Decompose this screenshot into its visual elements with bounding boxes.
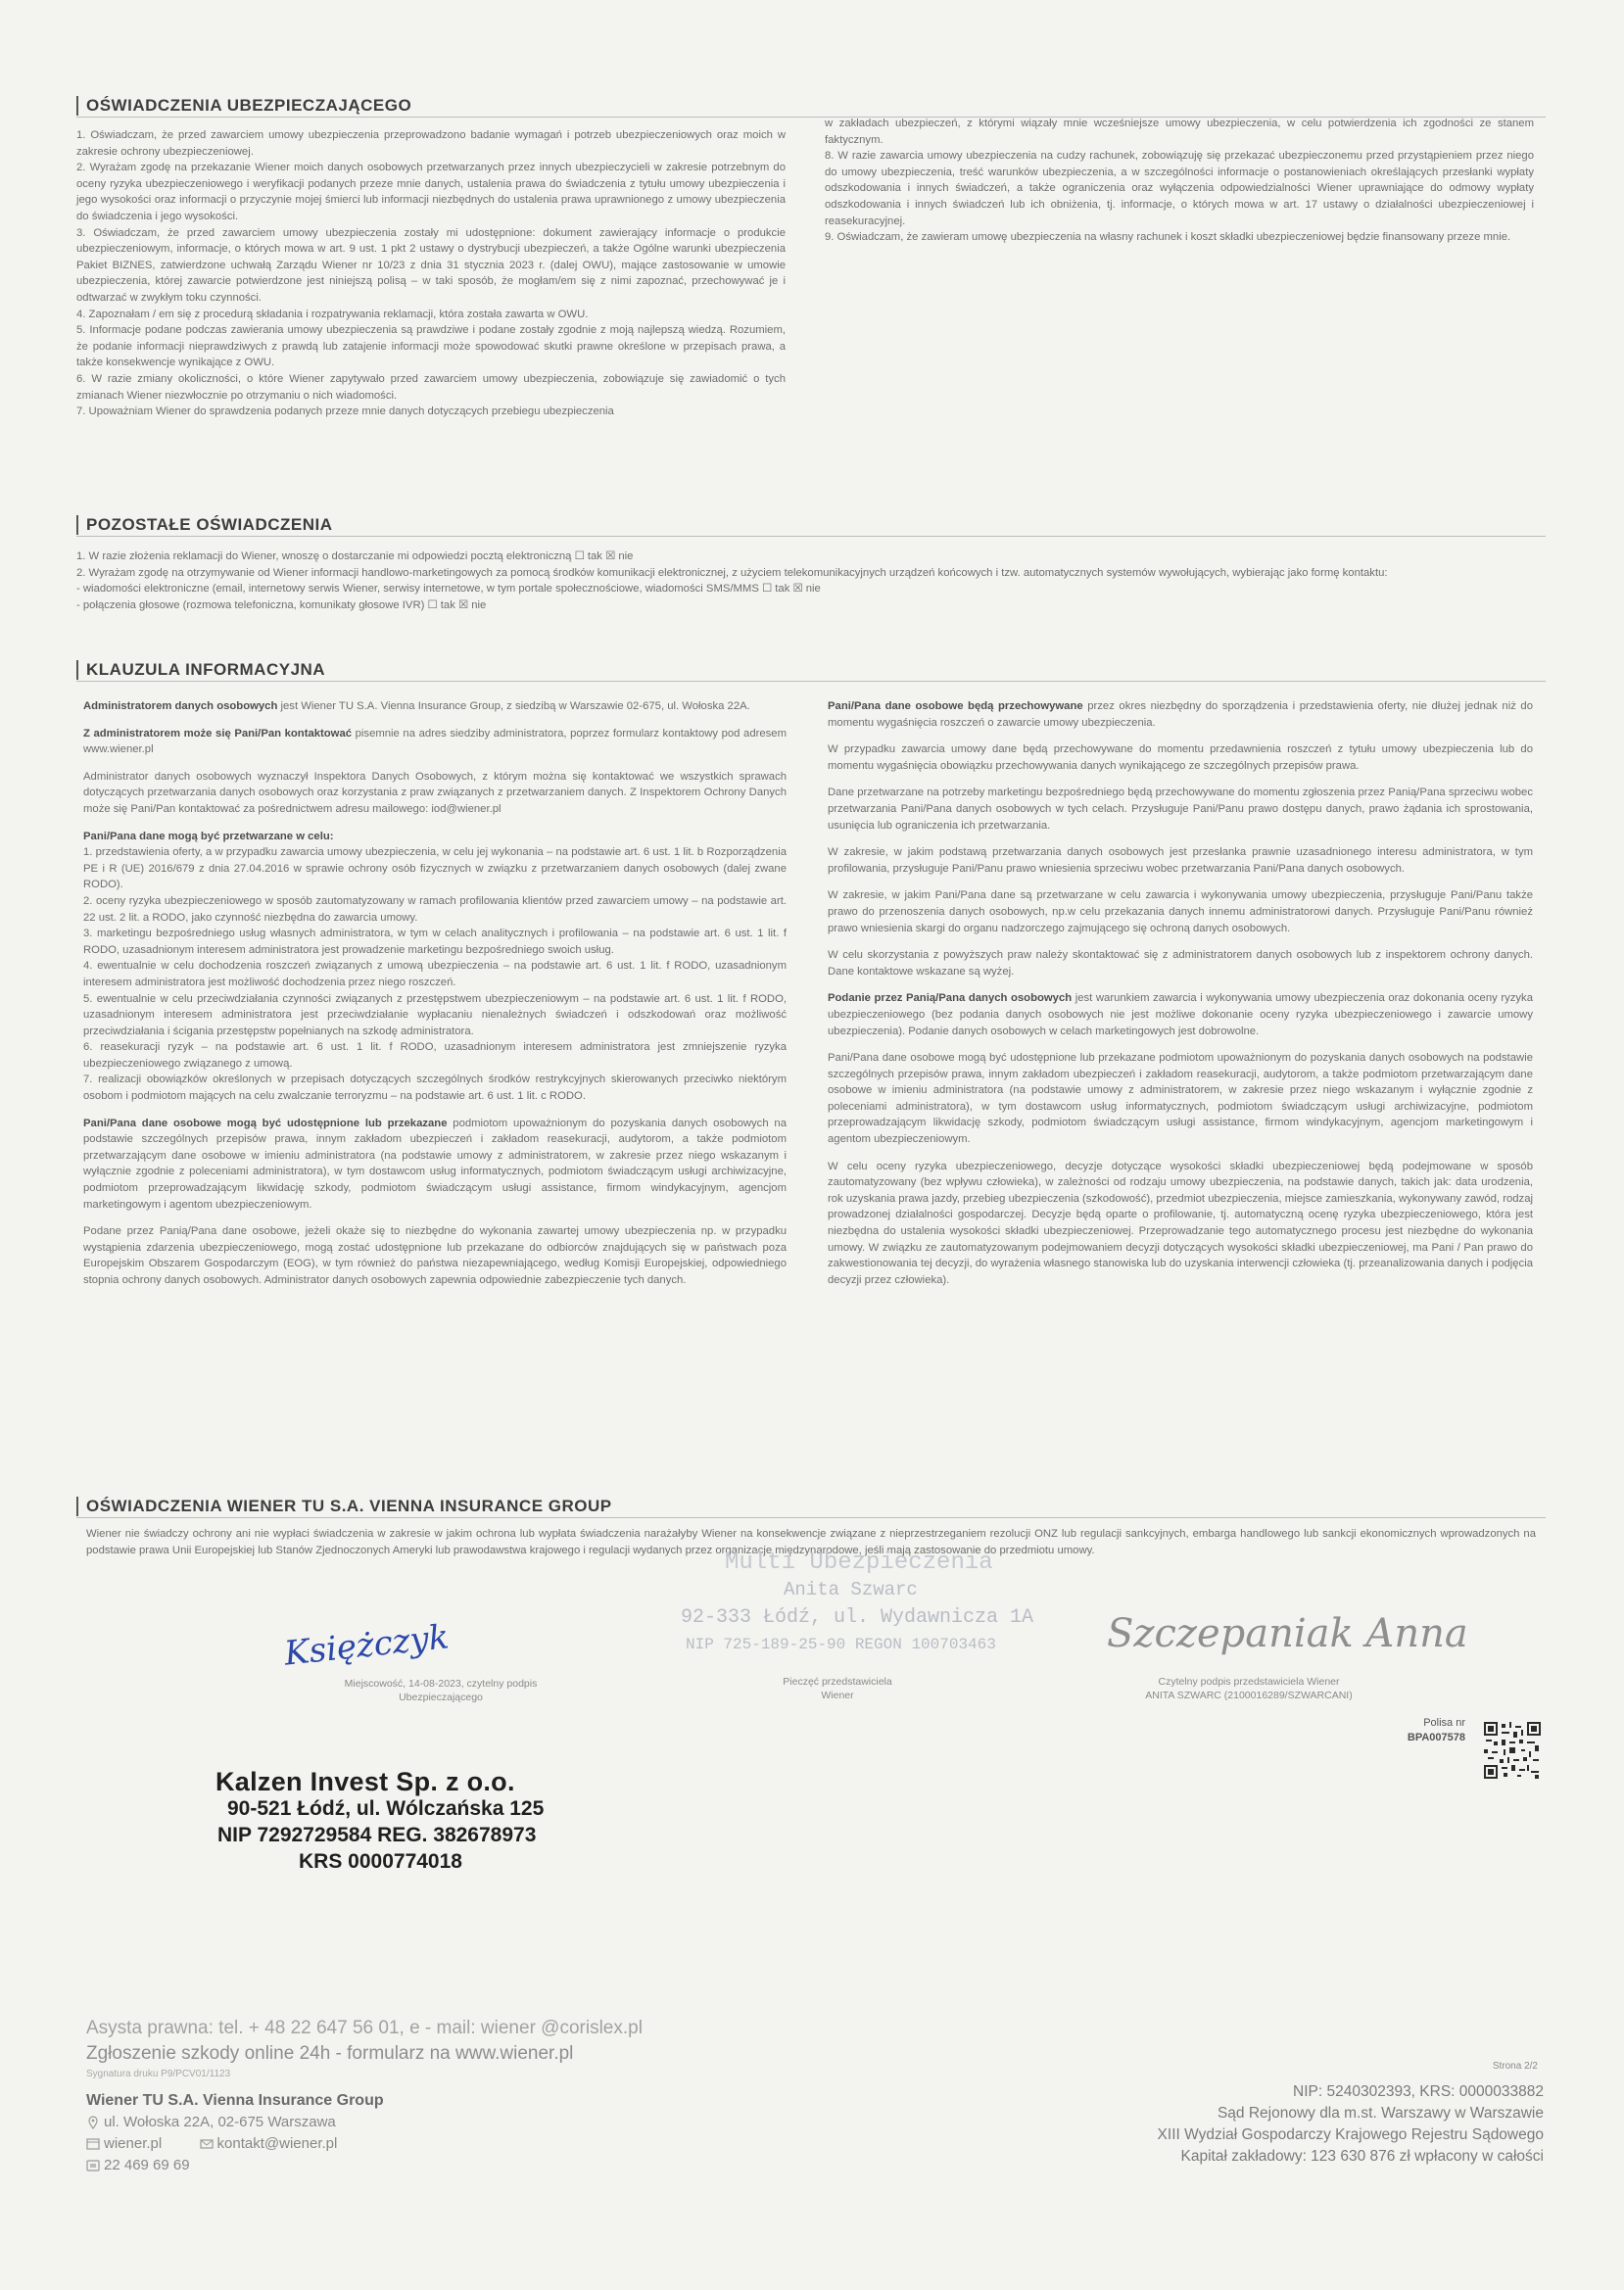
wiener-statement: Wiener nie świadczy ochrony ani nie wypłaci świadczenia w zakresie w jakim ochrona lub wypłata świadczenia narażałyby Wiener na konsekwencje związane z nieprzestrzeganiem rezolucji ONZ lub regulacji sankcyjnych, embarga handlowego lub sankcji ekonomicznych wprowadzonych na podstawie prawa Unii Europejskiej lub Stanów Zjednoczonych Ameryki lub prawodawstwa krajowego i regulacji wydanych przez organizacje międzynarodowe, jeśli mają zastosowanie do przedmiotu umowy. [86,1528,1536,1556]
section-divider [76,536,1546,537]
ubezpieczajacy-left-column [76,127,786,420]
mail-icon [200,2137,214,2151]
consent-item: - wiadomości elektroniczne (email, internetowy serwis Wiener, serwisy internetowe, w tym portale społecznościowe, wiadomości SMS/MMS ☐ tak ☒ nie [76,583,821,596]
insured-signature: Księżczyk [282,1617,452,1674]
section-divider [76,1517,1546,1518]
company-stamp: Kalzen Invest Sp. z o.o. 90-521 Łódź, ul. Wólczańska 125 NIP 7292729584 REG. 382678973 KRS 0000774018 [215,1767,545,1873]
claims-online: Zgłoszenie szkody online 24h - formularz na www.wiener.pl [86,2043,574,2064]
clause-paragraph [83,1039,787,1072]
clause-paragraph [828,785,1533,834]
statement-item: w zakładach ubezpieczeń, z którymi wiązały mnie wcześniejsze umowy ubezpieczenia, w celu potwierdzenia ich zgodności ze stanem faktycznym. [825,118,1534,146]
consent-item: 2. Wyrażam zgodę na otrzymywanie od Wiener informacji handlowo-marketingowych za pomocą środków komunikacji elektronicznej, z użyciem telekomunikacyjnych urządzeń końcowych i tzw. automatycznych systemów wywołujących, wybierając jako formę kontaktu: [76,566,1388,579]
location-pin-icon [86,2116,100,2129]
section-title-ubezpieczajacy: OŚWIADCZENIA UBEZPIECZAJĄCEGO [76,96,411,116]
clause-paragraph [83,1223,787,1288]
clause-text: 3. marketingu bezpośredniego usług własnych administratora, w tym w celach analitycznych i profilowania – na podstawie art. 6 ust. 1 lit. f RODO, uzasadnionym interesem administratora jest prowadzenie marketingu bezpośredniego swoich usług. [83,928,787,956]
clause-paragraph [828,1159,1533,1289]
clause-text: 5. ewentualnie w celu przeciwdziałania czynności związanych z przestępstwem ubezpieczeniowym – na podstawie art. 6 ust. 1 lit. f RODO, uzasadnionym interesem administratora jest przeciwdziałanie wypłacaniu nienależnych świadczeń i odszkodowań oraz możliwość przeciwdziałania i ścigania przestępstw popełnianych na szkodę administratora. [83,992,787,1037]
web-icon [86,2137,100,2151]
agent-signature: Szczepaniak Anna [1107,1611,1468,1656]
clause-text: W celu oceny ryzyka ubezpieczeniowego, decyzje dotyczące wysokości składki ubezpieczeniowej będą podejmowane w sposób zautomatyzowany (bez wpływu człowieka), w zależności od rodzaju umowy ubezpieczenia, na podstawie danych, takich jak: data urodzenia, rok uzyskania prawa jazdy, przebieg ubezpieczenia (szkodowość), przedmiot ubezpieczenia, miejsce zamieszkania, wykonywany zawód, rodzaj prowadzonej działalności gospodarczej. Decyzje będą oparte o profilowanie, tj. automatyczną ocenę ryzyka ubezpieczeniowego, która jest niezbędna do ustalenia wysokości składki ubezpieczeniowej. Przeprowadzanie tego automatycznego procesu jest niezbędne do wykonania umowy. W związku ze zautomatyzowanym podejmowaniem decyzji dotyczących wysokości składki ubezpieczeniowej, ma Pani / Pan prawo do zakwestionowania tej decyzji, do wyrażenia własnego stanowiska lub do uzyskania interwencji człowieka (tj. przeanalizowania danych i podjęcia decyzji przez człowieka). [828,1160,1533,1286]
clause-text: Pani/Pana dane osobowe mogą być udostępnione lub przekazane podmiotom upoważnionym do pozyskania danych osobowych na podstawie szczególnych przepisów prawa, innym zakładom ubezpieczeń i zakładom reasekuracji, audytorom, a także podmiotom przetwarzającym dane osobowe w imieniu administratora (na podstawie umowy z administratorem, w zakresie przez niego wskazanym i wyłącznie zgodnie z poleceniami administratora), w tym dostawcom usług informatycznych, podmiotom świadczącym usługi archiwizacyjne, podmiotom przeprowadzającym likwidację szkody, podmiotom świadczącym usługi assistance, firmom windykacyjnym, agencjom marketingowym i agentom ubezpieczeniowym. [828,1052,1533,1146]
clause-paragraph [83,926,787,958]
page-number: Strona 2/2 [1492,2061,1538,2072]
clause-paragraph [828,947,1533,979]
statement-item: 8. W razie zawarcia umowy ubezpieczenia na cudzy rachunek, zobowiązuję się przekazać ubezpieczonemu przed przystąpieniem przez niego do umowy ubezpieczenia, treść warunków ubezpieczenia, a w szczególności informacje o postanowieniach określających przesłanki wypłaty odszkodowania i innych świadczeń, a także ograniczenia oraz wyłączenia odpowiedzialności Wiener uprawniające do odmowy wypłaty odszkodowania i innych świadczeń lub ich obniżenia, tj. informacje, o których mowa w art. 17 ustawy o działalności ubezpieczeniowej i reasekuracyjnej. [825,150,1534,227]
policy-page-2: OŚWIADCZENIA UBEZPIECZAJĄCEGO 1. Oświadczam, że przed zawarciem umowy ubezpieczenia przeprowadzono badanie wymagań i potrzeb ubezpieczeniowych oraz moich w zakresie ochrony ubezpieczeniowej. 2. Wyrażam zgodę na przekazanie Wiener moich danych osobowych przetwarzanych przez innych ubezpieczycieli w zakresie potrzebnym do oceny ryzyka ubezpieczeniowego i weryfikacji podanych przeze mnie danych, ustalenia prawa do świadczenia z tytułu umowy ubezpieczenia i jego wysokości oraz informacji o przyczynie mojej śmierci lub informacji niezbędnych do ustalenia prawa uprawnionego z umowy ubezpieczenia do świadczenia i jego wysokości. 3. Oświadczam, że przed zawarciem umowy ubezpieczenia zostały mi udostępnione: dokument zawierający informacje o produkcie ubezpieczeniowym, informacje, o których mowa w art. 9 ust. 1 pkt 2 ustawy o dystrybucji ubezpieczeń, a także Ogólne warunki ubezpieczenia Pakiet BIZNES, zatwierdzone uchwałą Zarządu Wiener nr 10/23 z dnia 31 stycznia 2023 r. (dalej OWU), mające zastosowanie w umowie ubezpieczenia, której zawarcie potwierdzone jest niniejszą polisą – w taki sposób, że mogłam/em się z nimi zapoznać, przechowywać je i odtwarzać w zwykłym toku czynności. 4. Zapoznałam / em się z procedurą składania i rozpatrywania reklamacji, która została zawarta w OWU. 5. Informacje podane podczas zawierania umowy ubezpieczenia są prawdziwe i podane zostały zgodnie z moją najlepszą wiedzą. Rozumiem, że podanie informacji nieprawdziwych z prawdą lub zatajenie informacji może spowodować skutki prawne określone w przepisach prawa, a także konsekwencje wynikające z OWU. 6. W razie zmiany okoliczności, o które Wiener zapytywało przed zawarciem umowy ubezpieczenia, zobowiązuje się zawiadomić o tych zmianach Wiener niezwłocznie po otrzymaniu o nich wiadomości. 7. Upoważniam Wiener do sprawdzenia podanych przeze mnie danych dotyczących przebiegu ubezpieczenia w zakładach ubezpieczeń, z którymi wiązały mnie wcześniejsze umowy ubezpieczenia, w celu potwierdzenia ich zgodności ze stanem faktycznym. 8. W razie zawarcia umowy ubezpieczenia na cudzy rachunek, zobowiązuję się przekazać ubezpieczonemu przed przystąpieniem przez niego do umowy ubezpieczenia, treść warunków ubezpieczenia, a w szczególności informacje o postanowieniach określających przesłanki wypłaty odszkodowania i innych świadczeń, a także ograniczenia oraz wyłączenia odpowiedzialności Wiener uprawniające do odmowy wypłaty odszkodowania i innych świadczeń lub ich obniżenia, tj. informacje, o których mowa w art. 17 ustawy o działalności ubezpieczeniowej i reasekuracyjnej. 9. Oświadczam, że zawieram umowę ubezpieczenia na własny rachunek i koszt składki ubezpieczeniowej będzie finansowany przeze mnie. POZOSTAŁE OŚWIADCZENIA 1. W razie złożenia reklamacji do Wiener, wnoszę o dostarczanie mi odpowiedzi pocztą elektroniczną ☐ tak ☒ nie 2. Wyrażam zgodę na otrzymywanie od Wiener informacji handlowo-marketingowych za pomocą środków komunikacji elektronicznej, z użyciem telekomunikacyjnych urządzeń końcowych i tzw. automatycznych systemów wywołujących, wybierając jako formę kontaktu: - wiadomości elektroniczne (email, internetowy serwis Wiener, serwisy internetowe, w tym portale społecznościowe, wiadomości SMS/MMS ☐ tak ☒ nie - połączenia głosowe (rozmowa telefoniczna, komunikaty głosowe IVR) ☐ tak ☒ nie KLAUZULA INFORMACYJNA Administratorem danych osobowych jest Wiener TU S.A. Vienna Insurance Group, z siedzibą w Warszawie 02-675, ul. Wołoska 22A. Z administratorem może się Pani/Pan kontaktować pisemnie na adres siedziby administratora, poprzez formularz kontaktowy pod adresem www.wiener.pl Administrator danych osobowych wyznaczył Inspektora Danych Osobowych, z którym można się kontaktować we wszystkich sprawach dotyczących przetwarzania danych osobowych oraz korzystania z praw związanych z przetwarzaniem danych. Z Inspektorem Ochrony Danych może się Pani/Pan kontaktować za pośrednictwem adresu mailowego: iod@wiener.pl Pani/Pana dane mogą być przetwarzane w celu: 1. przedstawienia oferty, a w przypadku zawarcia umowy ubezpieczenia, w celu jej wykonania – na podstawie art. 6 ust. 1 lit. b Rozporządzenia PE i R (UE) 2016/679 z dnia 27.04.2016 w sprawie ochrony osób fizycznych w związku z przetwarzaniem danych osobowych (dalej zwane RODO). 2. oceny ryzyka ubezpieczeniowego w sposób zautomatyzowany w ramach profilowania klientów przed zawarciem umowy – na podstawie art. 22 ust. 2 lit. a RODO, jako czynność niezbędna do zawarcia umowy. 3. marketingu bezpośredniego usług własnych administratora, w tym w celach analitycznych i profilowania – na podstawie art. 6 ust. 1 lit. f RODO, uzasadnionym interesem administratora jest prowadzenie marketingu bezpośredniego swoich usług. 4. ewentualnie w celu dochodzenia roszczeń związanych z umową ubezpieczenia – na podstawie art. 6 ust. 1 lit. f RODO, uzasadnionym interesem administratora jest możliwość dochodzenia przez niego roszczeń. 5. ewentualnie w celu przeciwdziałania czynności związanych z przestępstwem ubezpieczeniowym – na podstawie art. 6 ust. 1 lit. f RODO, uzasadnionym interesem administratora jest przeciwdziałanie wypłacaniu nienależnych świadczeń i odszkodowań oraz możliwość przeciwdziałania i ścigania przestępstw popełnianych na szkodę administratora. 6. reasekuracji ryzyk – na podstawie art. 6 ust. 1 lit. f RODO, uzasadnionym interesem administratora jest zmniejszenie ryzyka ubezpieczeniowego związanego z umową. 7. realizacji obowiązków określonych w przepisach dotyczących szczególnych środków restrykcyjnych skierowanych przeciwko niektórym osobom i podmiotom mających na celu zwalczanie terroryzmu – na podstawie art. 6 ust. 1 lit. c RODO. Pani/Pana dane osobowe mogą być udostępnione lub przekazane podmiotom upoważnionym do pozyskania danych osobowych na podstawie szczególnych przepisów prawa, innym zakładom ubezpieczeń i zakładom reasekuracji, audytorom, a także podmiotom przetwarzającym dane osobowe w imieniu administratora (na podstawie umowy z administratorem, w zakresie przez niego wskazanym i wyłącznie zgodnie z poleceniami administratora), w tym dostawcom usług informatycznych, podmiotom świadczącym usługi archiwizacyjne, podmiotom przeprowadzającym likwidację szkody, podmiotom świadczącym usługi assistance, firmom windykacyjnym, agencjom marketingowym i agentom ubezpieczeniowym. Podane przez Panią/Pana dane osobowe, jeżeli okaże się to niezbędne do wykonania zawartej umowy ubezpieczenia np. w przypadku wystąpienia zdarzenia ubezpieczeniowego, mogą zostać udostępnione lub przekazane do odbiorców znajdujących się w państwach poza Europejskim Obszarem Gospodarczym (EOG), w tym również do państwa niezapewniającego, według Komisji Europejskiej, odpowiedniego stopnia ochrony danych osobowych. Administrator danych osobowych zapewnia odpowiednie zabezpieczenie tych danych. Pani/Pana dane osobowe będą przechowywane przez okres niezbędny do sporządzenia i przedstawienia oferty, nie dłużej jednak niż do momentu wygaśnięcia roszczeń o zawarcie umowy ubezpieczenia. W przypadku zawarcia umowy dane będą przechowywane do momentu przedawnienia roszczeń z tytułu umowy ubezpieczenia lub do momentu wygaśnięcia obowiązku przechowywania danych wynikającego ze szczególnych przepisów prawa. Dane przetwarzane na potrzeby marketingu bezpośredniego będą przechowywane do momentu zgłoszenia przez Panią/Pana sprzeciwu wobec przetwarzania Pani/Pana danych osobowych w tych celach. Przysługuje Pani/Panu prawo dostępu danych, prawo żądania ich sprostowania, usunięcia lub ograniczenia ich przetwarzania. W zakresie, w jakim podstawą przetwarzania danych osobowych jest przesłanka prawnie uzasadnionego interesu administratora, w tym profilowania, przysługuje Pani/Panu prawo wniesienia sprzeciwu wobec przetwarzania Pani/Pana danych osobowych. W zakresie, w jakim Pani/Pana dane są przetwarzane w celu zawarcia i wykonywania umowy ubezpieczenia, przysługuje Pani/Panu także prawo do przenoszenia danych osobowych, np.w celu przekazania danych innemu administratorowi danych. Przysługuje Pani/Panu również prawo wniesienia skargi do organu nadzorczego zajmującego się ochroną danych osobowych. W celu skorzystania z powyższych praw należy skontaktować się z administratorem danych osobowych lub z inspektorem ochrony danych. Dane kontaktowe wskazane są wyżej. Podanie przez Panią/Pana danych osobowych jest warunkiem zawarcia i wykonywania umowy ubezpieczenia oraz dokonania oceny ryzyka ubezpieczeniowego (bez podania danych osobowych nie jest możliwe dokonanie oceny ryzyka ubezpieczeniowego i zawarcie umowy ubezpieczenia). Podanie danych osobowych w celach marketingowych jest dobrowolne. Pani/Pana dane osobowe mogą być udostępnione lub przekazane podmiotom upoważnionym do pozyskania danych osobowych na podstawie szczególnych przepisów prawa, innym zakładom ubezpieczeń i zakładom reasekuracji, audytorom, a także podmiotom przetwarzającym dane osobowe w imieniu administratora (na podstawie umowy z administratorem, w zakresie przez niego wskazanym i wyłącznie zgodnie z poleceniami administratora), w tym dostawcom usług informatycznych, podmiotom świadczącym usługi archiwizacyjne, podmiotom przeprowadzającym likwidację szkody, podmiotom świadczącym usługi assistance, firmom windykacyjnym, agencjom marketingowym i agentom ubezpieczeniowym. W celu oceny ryzyka ubezpieczeniowego, decyzje dotyczące wysokości składki ubezpieczeniowej będą podejmowane w sposób zautomatyzowany (bez wpływu człowieka), w zależności od rodzaju umowy ubezpieczenia, na podstawie danych, takich jak: data urodzenia, rok uzyskania prawa jazdy, przebieg ubezpieczenia (szkodowość), przedmiot ubezpieczenia, miejsce zamieszkania, wykonywany zawód, rodzaj prowadzonej działalności gospodarczej. Decyzje będą oparte o profilowanie, tj. automatyczną ocenę ryzyka ubezpieczeniowego, która jest niezbędna do ustalenia wysokości składki ubezpieczeniowej. Przeprowadzanie tego automatycznego procesu jest niezbędne do wykonania umowy. W związku ze zautomatyzowanym podejmowaniem decyzji dotyczących wysokości składki ubezpieczeniowej, ma Pani / Pan prawo do zakwestionowania tej decyzji, do wyrażenia własnego stanowiska lub do uzyskania interwencji człowieka (tj. przeanalizowania danych i podjęcia decyzji przez człowieka). OŚWIADCZENIA WIENER TU S.A. VIENNA INSURANCE GROUP Wiener nie świadczy ochrony ani nie wypłaci świadczenia w zakresie w jakim ochrona lub wypłata świadczenia narażałyby Wiener na konsekwencje związane z nieprzestrzeganiem rezolucji ONZ lub regulacji sankcyjnych, embarga handlowego lub sankcji ekonomicznych wprowadzonych na podstawie prawa Unii Europejskiej lub Stanów Zjednoczonych Ameryki lub prawodawstwa krajowego i regulacji wydanych przez organizacje międzynarodowe, jeśli mają zastosowanie do przedmiotu umowy. Księżczyk Miejscowość, 14-08-2023, czytelny podpis Ubezpieczającego Multi Ubezpieczenia Anita Szwarc 92-333 Łódź, ul. Wydawnicza 1A NIP 725-189-25-90 REGON 100703463 Pieczęć przedstawiciela Wiener Szczepaniak Anna Czytelny podpis przedstawiciela Wiener ANITA SZWARC (2100016289/SZWARCANI) Polisa nr BPA007578 Kalzen Invest Sp. z o.o. 90-521 Łódź, ul. Wólczańska 125 NIP 7292729584 REG. 382678973 KRS 0000774018 Asysta prawna: tel. + 48 22 647 56 01, e - mail: wiener @corislex.pl Zgłoszenie szkody online 24h - formularz na www.wiener.pl Sygnatura druku P9/PCV01/1123 Wiener TU S.A. Vienna Insurance Group ul. Wołoska 22A, 02-675 Warszawa wiener.pl kontakt@wiener.pl 22 469 69 69 Strona 2/2 NIP: 5240302393, KRS: 0000033882 Sąd Rejonowy dla m.st. Warszawy w Warszawie XIII Wydział Gospodarczy Krajowego Rejestru Sądowego Kapitał zakładowy: 123 630 876 zł wpłacony w całości [0,0,1624,2290]
section-title-wiener: OŚWIADCZENIA WIENER TU S.A. VIENNA INSURANCE GROUP [76,1497,612,1516]
footer-mail-link[interactable]: kontakt@wiener.pl [216,2135,338,2152]
clause-text: pisemnie na adres siedziby administratora, poprzez formularz kontaktowy pod adresem www.wiener.pl [83,727,787,756]
statement-item: 5. Informacje podane podczas zawierania umowy ubezpieczenia są prawdziwe i podane zostały zgodnie z moją najlepszą wiedzą. Rozumiem, że podanie informacji nieprawdziwych z prawdą lub zatajenie informacji może spowodować skutki prawne określone w przepisach prawa, a także konsekwencje wynikające z OWU. [76,324,786,369]
clause-lead: Podanie przez Panią/Pana danych osobowych [828,992,1073,1005]
pozostale-list [76,549,1536,613]
clause-text: W przypadku zawarcia umowy dane będą przechowywane do momentu przedawnienia roszczeń z tytułu umowy ubezpieczenia lub do momentu wygaśnięcia obowiązku przechowywania danych wynikającego ze szczególnych przepisów prawa. [828,743,1533,772]
phone-icon [86,2159,100,2172]
clause-text: Administrator danych osobowych wyznaczył Inspektora Danych Osobowych, z którym można się kontaktować we wszystkich sprawach dotyczących przetwarzania danych osobowych oraz korzystania z praw związanych z przetwarzaniem danych. Z Inspektorem Ochrony Danych może się Pani/Pan kontaktować za pośrednictwem adresu mailowego: iod@wiener.pl [83,770,787,815]
clause-text: 1. przedstawienia oferty, a w przypadku zawarcia umowy ubezpieczenia, w celu jej wykonania – na podstawie art. 6 ust. 1 lit. b Rozporządzenia PE i R (UE) 2016/679 z dnia 27.04.2016 w sprawie ochrony osób fizycznych w związku z przetwarzaniem danych osobowych (dalej zwane RODO). [83,846,787,891]
statement-item: 1. Oświadczam, że przed zawarciem umowy ubezpieczenia przeprowadzono badanie wymagań i potrzeb ubezpieczeniowych oraz moich w zakresie ochrony ubezpieczeniowej. [76,129,786,158]
clause-text: podmiotom upoważnionym do pozyskania danych osobowych na podstawie szczególnych przepisów prawa, innym zakładom ubezpieczeń i zakładom reasekuracji, audytorom, a także podmiotom przetwarzającym dane osobowe w imieniu administratora (na podstawie umowy z administratorem, w zakresie przez niego wskazanym i wyłącznie zgodnie z poleceniami administratora), w tym dostawcom usług informatycznych, podmiotom świadczącym usługi archiwizacyjne, podmiotom przeprowadzającym likwidację szkody, podmiotom świadczącym usługi assistance, firmom windykacyjnym, agencjom marketingowym i agentom ubezpieczeniowym. [83,1117,787,1211]
clause-paragraph [83,893,787,926]
clause-lead: Pani/Pana dane osobowe mogą być udostępnione lub przekazane [83,1117,448,1129]
clause-paragraph [83,958,787,990]
caption-agent-signature: Czytelny podpis przedstawiciela Wiener ANITA SZWARC (2100016289/SZWARCANI) [1145,1676,1353,1701]
clause-text: jest Wiener TU S.A. Vienna Insurance Group, z siedzibą w Warszawie 02-675, ul. Wołoska 22A. [277,700,750,712]
qr-code-icon [1484,1722,1541,1779]
footer-phone: 22 469 69 69 [86,2155,643,2176]
statement-item: 9. Oświadczam, że zawieram umowę ubezpieczenia na własny rachunek i koszt składki ubezpieczeniowej będzie finansowany przeze mnie. [825,231,1511,244]
clause-paragraph [83,829,787,845]
consent-item: 1. W razie złożenia reklamacji do Wiener, wnoszę o dostarczanie mi odpowiedzi pocztą elektroniczną ☐ tak ☒ nie [76,550,634,562]
footer-web-link[interactable]: wiener.pl [104,2135,163,2152]
legal-assistance: Asysta prawna: tel. + 48 22 647 56 01, e - mail: wiener @corislex.pl [86,2018,643,2038]
statement-item: 4. Zapoznałam / em się z procedurą składania i rozpatrywania reklamacji, która została zawarta w OWU. [76,308,589,320]
statement-item: 7. Upoważniam Wiener do sprawdzenia podanych przeze mnie danych dotyczących przebiegu ubezpieczenia [76,406,614,418]
clause-paragraph [828,887,1533,936]
form-signature: Sygnatura druku P9/PCV01/1123 [86,2069,231,2079]
footer-address: ul. Wołoska 22A, 02-675 Warszawa [86,2112,643,2133]
policy-number: Polisa nr BPA007578 [1407,1717,1465,1743]
caption-agent-stamp: Pieczęć przedstawiciela Wiener [783,1676,892,1701]
clause-lead: Administratorem danych osobowych [83,700,278,712]
clause-paragraph [828,990,1533,1039]
footer-left [86,2016,643,2176]
section-divider [76,681,1546,682]
statement-item: 3. Oświadczam, że przed zawarciem umowy ubezpieczenia zostały mi udostępnione: dokument zawierający informacje o produkcie ubezpieczeniowym, informacje, o których mowa w art. 9 ust. 1 pkt 2 ustawy o dystrybucji ubezpieczeń, a także Ogólne warunki ubezpieczenia Pakiet BIZNES, zatwierdzone uchwałą Zarządu Wiener nr 10/23 z dnia 31 stycznia 2023 r. (dalej OWU), mające zastosowanie w umowie ubezpieczenia, której zawarcie potwierdzone jest niniejszą polisą – w taki sposób, że mogłam/em się z nimi zapoznać, przechowywać je i odtwarzać w zwykłym toku czynności. [76,226,786,304]
clause-paragraph [83,698,787,715]
clause-paragraph [83,844,787,893]
clause-paragraph [83,991,787,1040]
section-title-klauzula: KLAUZULA INFORMACYJNA [76,660,325,680]
caption-insured: Miejscowość, 14-08-2023, czytelny podpis Ubezpieczającego [344,1678,538,1703]
clause-text: jest warunkiem zawarcia i wykonywania umowy ubezpieczenia oraz dokonania oceny ryzyka ubezpieczeniowego (bez podania danych osobowych nie jest możliwe dokonanie oceny ryzyka ubezpieczeniowego i zawarcie umowy ubezpieczenia). Podanie danych osobowych w celach marketingowych jest dobrowolne. [828,992,1533,1037]
clause-text: Dane przetwarzane na potrzeby marketingu bezpośredniego będą przechowywane do momentu zgłoszenia przez Panią/Pana sprzeciwu wobec przetwarzania Pani/Pana danych osobowych w tych celach. Przysługuje Pani/Panu prawo dostępu danych, prawo żądania ich sprostowania, usunięcia lub ograniczenia ich przetwarzania. [828,787,1533,832]
clause-text: przez okres niezbędny do sporządzenia i przedstawienia oferty, nie dłużej jednak niż do momentu wygaśnięcia roszczeń o zawarcie umowy ubezpieczenia. [828,700,1533,729]
ubezpieczajacy-right-column [825,116,1534,246]
clause-paragraph [83,1072,787,1104]
statement-item: 2. Wyrażam zgodę na przekazanie Wiener moich danych osobowych przetwarzanych przez innych ubezpieczycieli w zakresie potrzebnym do oceny ryzyka ubezpieczeniowego i weryfikacji podanych przeze mnie danych, ustalenia prawa do świadczenia z tytułu umowy ubezpieczenia i jego wysokości oraz informacji o przyczynie mojej śmierci lub informacji niezbędnych do ustalenia prawa uprawnionego z umowy ubezpieczenia do świadczenia i jego wysokości. [76,162,786,222]
clause-paragraph [83,769,787,818]
clause-paragraph [83,1116,787,1214]
clause-lead: Z administratorem może się Pani/Pan kontaktować [83,727,353,739]
clause-text: W zakresie, w jakim podstawą przetwarzania danych osobowych jest przesłanka prawnie uzasadnionego interesu administratora, w tym profilowania, przysługuje Pani/Panu prawo wniesienia sprzeciwu wobec przetwarzania Pani/Pana danych osobowych. [828,846,1533,875]
statement-item: 6. W razie zmiany okoliczności, o które Wiener zapytywało przed zawarciem umowy ubezpieczenia, zobowiązuje się zawiadomić o tych zmianach Wiener niezwłocznie po otrzymaniu o nich wiadomości. [76,372,786,402]
clause-text: 7. realizacji obowiązków określonych w przepisach dotyczących szczególnych środków restrykcyjnych skierowanych przeciwko niektórym osobom i podmiotom mających na celu zwalczanie terroryzmu – na podstawie art. 6 ust. 1 lit. c RODO. [83,1073,787,1103]
clause-text: Podane przez Panią/Pana dane osobowe, jeżeli okaże się to niezbędne do wykonania zawartej umowy ubezpieczenia np. w przypadku wystąpienia zdarzenia ubezpieczeniowego, mogą zostać udostępnione lub przekazane do odbiorców znajdujących się w państwach poza Europejskim Obszarem Gospodarczym (EOG), w tym również do państwa niezapewniającego, według Komisji Europejskiej, odpowiedniego stopnia ochrony danych osobowych. Administrator danych osobowych zapewnia odpowiednie zabezpieczenie tych danych. [83,1225,787,1286]
klauzula-left-column [83,698,787,1289]
footer-company: Wiener TU S.A. Vienna Insurance Group [86,2092,384,2109]
clause-paragraph [828,698,1533,731]
clause-paragraph [83,726,787,758]
klauzula-right-column [828,698,1533,1288]
clause-lead: Pani/Pana dane mogą być przetwarzane w celu: [83,830,334,842]
footer-contacts [86,2133,643,2155]
clause-text: W celu skorzystania z powyższych praw należy skontaktować się z administratorem danych osobowych lub z inspektorem ochrony danych. Dane kontaktowe wskazane są wyżej. [828,949,1533,978]
clause-text: W zakresie, w jakim Pani/Pana dane są przetwarzane w celu zawarcia i wykonywania umowy ubezpieczenia, przysługuje Pani/Panu także prawo do przenoszenia danych osobowych, np.w celu przekazania danych innemu administratorowi danych. Przysługuje Pani/Panu również prawo wniesienia skargi do organu nadzorczego zajmującego się ochroną danych osobowych. [828,889,1533,934]
clause-paragraph [828,741,1533,774]
clause-text: 4. ewentualnie w celu dochodzenia roszczeń związanych z umową ubezpieczenia – na podstawie art. 6 ust. 1 lit. f RODO, uzasadnionym interesem administratora jest możliwość dochodzenia przez niego roszczeń. [83,960,787,988]
clause-paragraph [828,844,1533,877]
clause-text: 6. reasekuracji ryzyk – na podstawie art. 6 ust. 1 lit. f RODO, uzasadnionym interesem administratora jest zmniejszenie ryzyka ubezpieczeniowego związanego z umową. [83,1041,787,1070]
clause-paragraph [828,1050,1533,1148]
consent-item: - połączenia głosowe (rozmowa telefoniczna, komunikaty głosowe IVR) ☐ tak ☒ nie [76,598,487,611]
footer-right: NIP: 5240302393, KRS: 0000033882 Sąd Rejonowy dla m.st. Warszawy w Warszawie XIII Wydział Gospodarczy Krajowego Rejestru Sądowego Kapitał zakładowy: 123 630 876 zł wpłacony w całości [1157,2083,1544,2165]
section-title-pozostale: POZOSTAŁE OŚWIADCZENIA [76,515,333,535]
clause-text: 2. oceny ryzyka ubezpieczeniowego w sposób zautomatyzowany w ramach profilowania klientów przed zawarciem umowy – na podstawie art. 22 ust. 2 lit. a RODO, jako czynność niezbędna do zawarcia umowy. [83,894,787,924]
clause-lead: Pani/Pana dane osobowe będą przechowywane [828,700,1083,712]
